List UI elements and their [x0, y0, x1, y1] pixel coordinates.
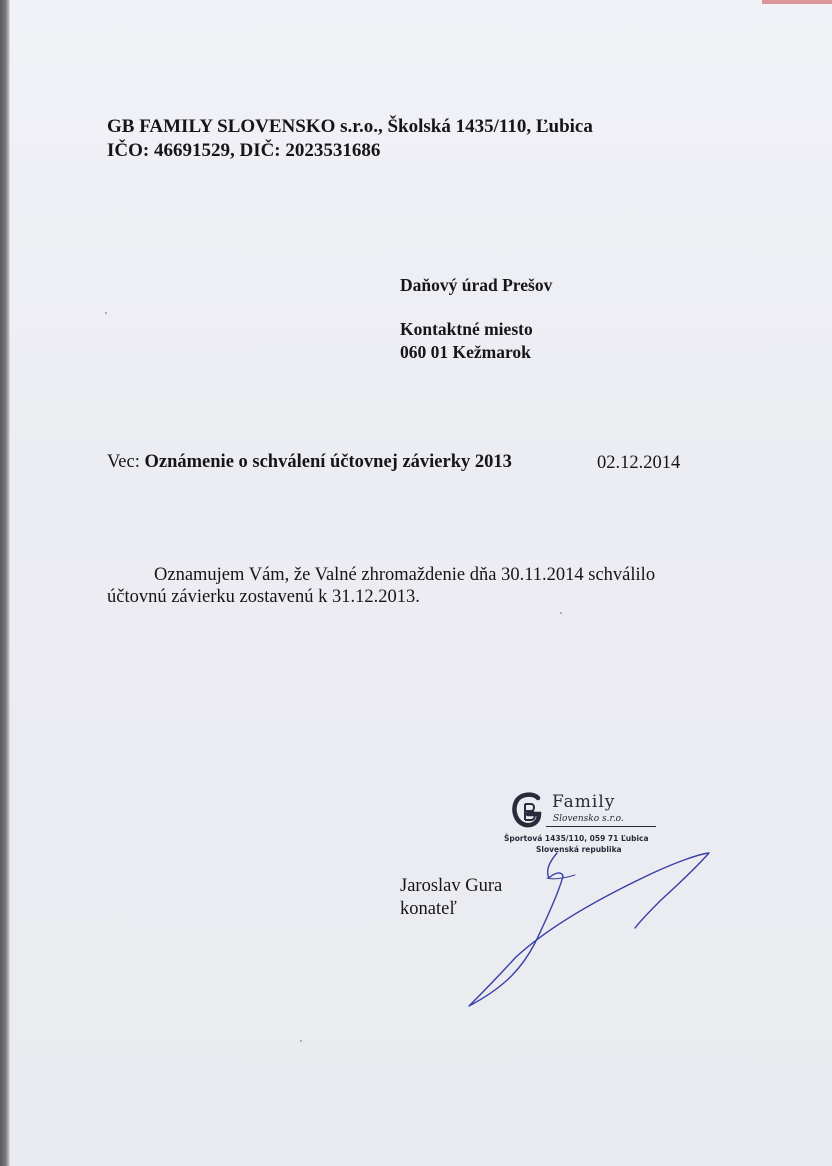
body-line-2: účtovnú závierku zostavenú k 31.12.2013.: [107, 587, 420, 607]
gb-logo-icon: [510, 790, 546, 830]
scan-artifact: [762, 0, 832, 4]
stamp-address: Športová 1435/110, 059 71 Ľubica: [504, 834, 649, 843]
scan-speck: [300, 1040, 302, 1042]
body-line-1: Oznamujem Vám, že Valné zhromaždenie dňa 30.11.2014 schválilo: [154, 565, 656, 585]
letter-date: 02.12.2014: [597, 453, 681, 473]
signer-name: Jaroslav Gura: [400, 876, 503, 896]
scanner-edge: [0, 0, 9, 1166]
subject-line: [107, 452, 512, 473]
stamp-country: Slovenská republika: [536, 845, 622, 854]
sender-company-line: GB FAMILY SLOVENSKO s.r.o., Školská 1435/110, Ľubica: [107, 116, 593, 137]
stamp-divider: [546, 826, 656, 827]
scan-speck: [560, 612, 562, 614]
scan-speck: [105, 312, 107, 314]
sender-ids-line: IČO: 46691529, DIČ: 2023531686: [107, 140, 381, 161]
subject-text: Oznámenie o schválení účtovnej závierky 2013: [144, 452, 512, 472]
handwritten-signature: [455, 848, 720, 1013]
signer-role: konateľ: [400, 899, 457, 919]
stamp-name: Family: [552, 792, 616, 812]
stamp-subname: Slovensko s.r.o.: [553, 814, 624, 824]
subject-label: Vec:: [107, 452, 140, 472]
recipient-office: Daňový úrad Prešov: [400, 275, 553, 295]
recipient-city: 060 01 Kežmarok: [400, 342, 531, 362]
recipient-contact: Kontaktné miesto: [400, 319, 533, 339]
